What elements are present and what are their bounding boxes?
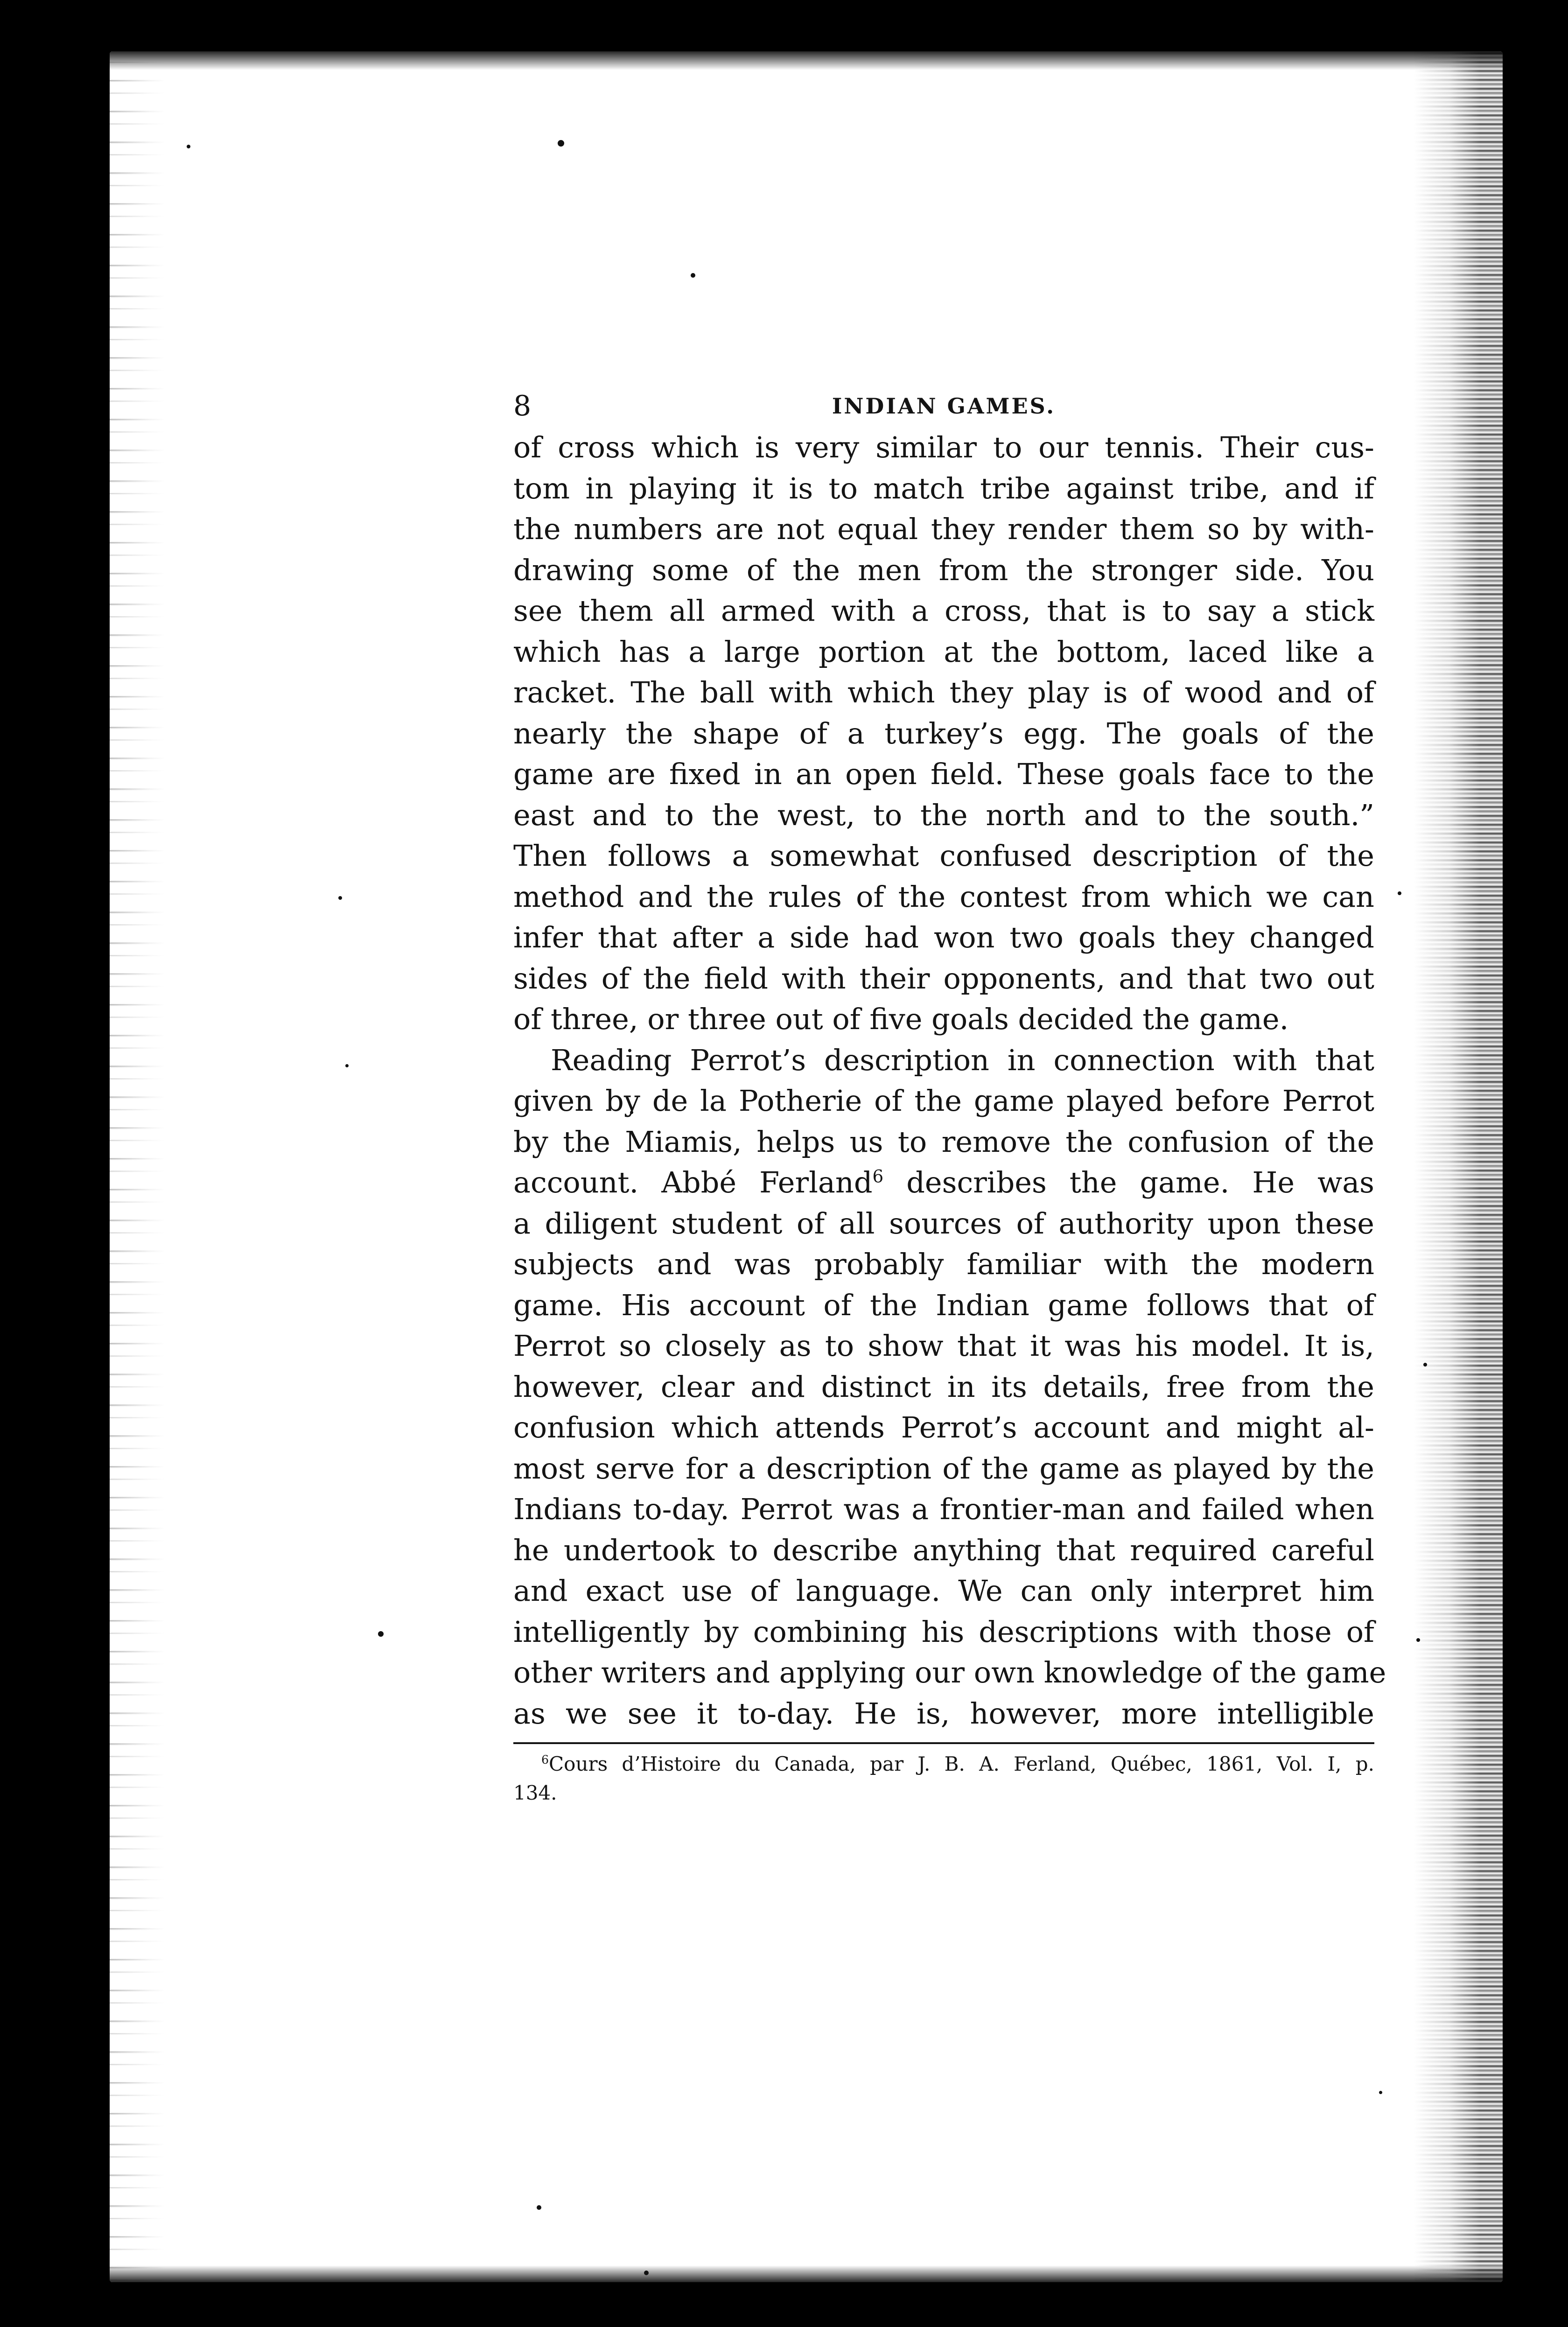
text-line: drawing some of the men from the stronger side. You (513, 553, 1374, 587)
page-left-gutter-noise (110, 51, 166, 2282)
text-line: of cross which is very similar to our tennis. Their cus- (513, 430, 1374, 464)
text-line: intelligently by combining his descriptions with those of (513, 1614, 1374, 1649)
text-line: nearly the shape of a turkey’s egg. The goals of the (513, 716, 1374, 750)
footnote-line (513, 1750, 1374, 1779)
text-column (513, 385, 1386, 1808)
page-bottom-edge (110, 2265, 1503, 2282)
page-number: 8 (513, 390, 532, 422)
scan-speck (338, 896, 342, 900)
text-line: Indians to-day. Perrot was a frontier-man and failed when (513, 1492, 1374, 1526)
text-line: given by de la Potherie of the game played before Perrot (513, 1084, 1374, 1118)
text-line: other writers and applying our own knowledge of the game (513, 1655, 1386, 1689)
body-text (513, 427, 1386, 1734)
scan-speck (691, 273, 695, 278)
page-top-edge (110, 51, 1503, 70)
scan-speck (644, 2271, 649, 2275)
text-line: racket. The ball with which they play is of wood and of (513, 675, 1374, 709)
paragraph-1 (513, 427, 1374, 1040)
text-line: see them all armed with a cross, that is to say a stick (513, 594, 1374, 628)
text-line: game are fixed in an open field. These goals face to the (513, 757, 1374, 791)
text-line: of three, or three out of five goals decided the game. (513, 1002, 1289, 1036)
text-line: as we see it to-day. He is, however, more intelligible (513, 1696, 1374, 1731)
footnote-text: Cours d’Histoire du Canada, par J. B. A. Ferland, Québec, 1861, Vol. I, p. (549, 1752, 1374, 1775)
footnote (513, 1750, 1374, 1808)
header-title: INDIAN GAMES. (832, 393, 1056, 419)
text-line: he undertook to describe anything that required careful (513, 1533, 1374, 1567)
text-line: confusion which attends Perrot’s account and might al- (513, 1410, 1374, 1444)
scan-speck (378, 1631, 384, 1637)
text-line: tom in playing it is to match tribe against tribe, and if (513, 471, 1374, 505)
text-line: the numbers are not equal they render them so by with- (513, 512, 1374, 546)
scan-speck (1398, 891, 1401, 895)
page-right-edge-noise (1414, 51, 1503, 2282)
scan-speck (1379, 2091, 1382, 2094)
text-line: infer that after a side had won two goals they changed (513, 920, 1374, 954)
footnote-line: 134. (513, 1781, 557, 1804)
text-line: Reading Perrot’s description in connection with that (551, 1043, 1374, 1077)
text-line: and exact use of language. We can only interpret him (513, 1574, 1374, 1608)
text-fragment: account. Abbé Ferland (513, 1165, 873, 1199)
scan-speck (187, 145, 190, 148)
footnote-reference: 6 (872, 1166, 884, 1187)
text-line: Perrot so closely as to show that it was his model. It is, (513, 1329, 1374, 1363)
text-fragment: describes the game. He was (883, 1165, 1374, 1199)
text-line: sides of the field with their opponents, and that two out (513, 961, 1374, 995)
text-line: most serve for a description of the game as played by the (513, 1451, 1374, 1486)
text-line: east and to the west, to the north and to the south.” (513, 798, 1374, 832)
footnote-rule (513, 1742, 1374, 1744)
footnote-marker: 6 (541, 1753, 549, 1766)
scan-speck (1416, 1638, 1420, 1642)
scan-speck (345, 1064, 349, 1067)
text-line: method and the rules of the contest from which we can (513, 879, 1374, 914)
text-line: a diligent student of all sources of authority upon these (513, 1206, 1374, 1241)
paragraph-2 (513, 1040, 1386, 1734)
scan-speck (537, 2205, 541, 2210)
running-head (513, 385, 1374, 427)
scan-speck (558, 140, 564, 147)
text-line: game. His account of the Indian game follows that of (513, 1288, 1374, 1322)
text-line (513, 1162, 1374, 1203)
text-line: subjects and was probably familiar with the modern (513, 1247, 1374, 1281)
text-line: by the Miamis, helps us to remove the confusion of the (513, 1124, 1374, 1159)
scan-speck (1423, 1363, 1427, 1367)
text-line: Then follows a somewhat confused description of the (513, 839, 1374, 873)
text-line: however, clear and distinct in its details, free from the (513, 1369, 1374, 1404)
text-line: which has a large portion at the bottom, laced like a (513, 634, 1374, 669)
